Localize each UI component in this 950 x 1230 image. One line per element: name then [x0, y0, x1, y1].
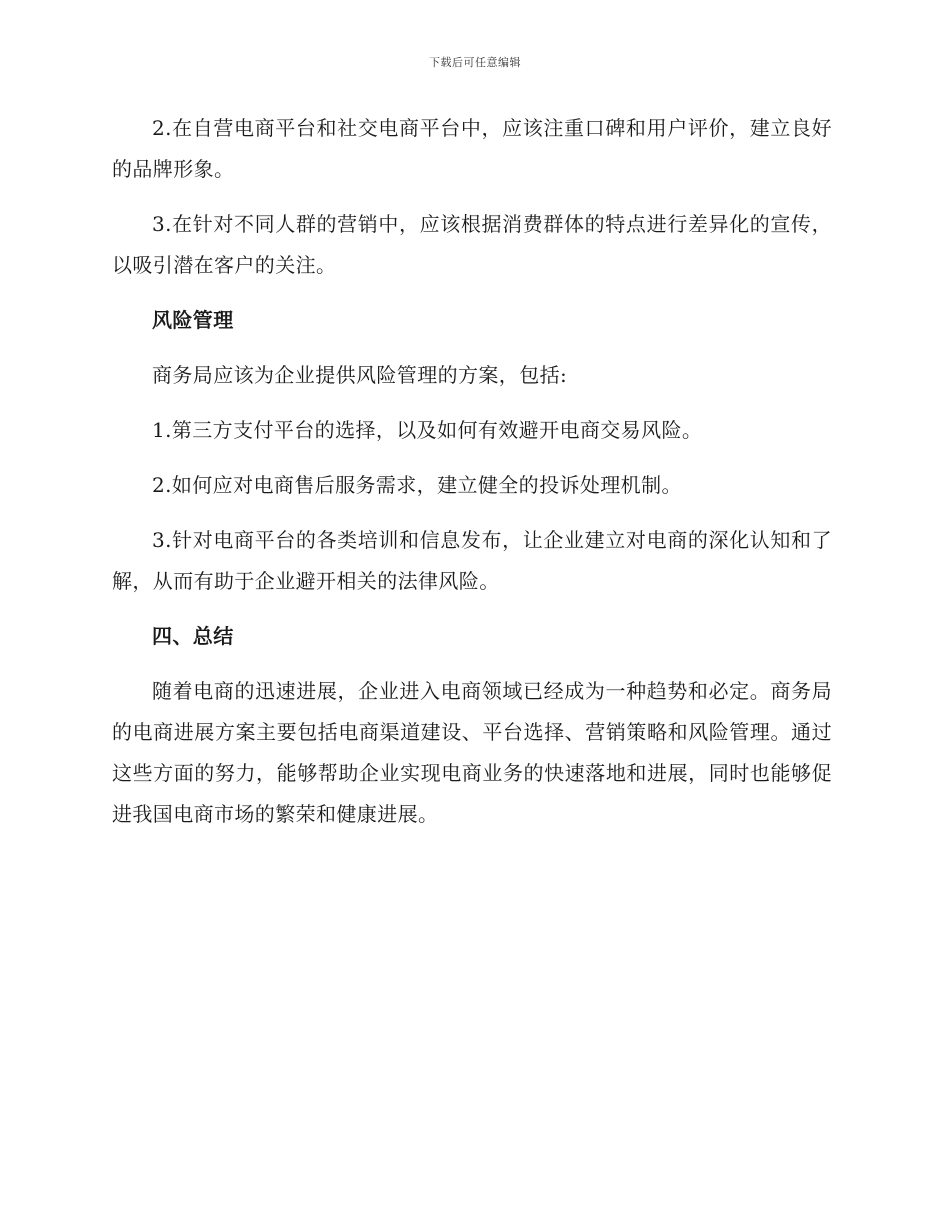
- paragraph-word-of-mouth: 2.在自营电商平台和社交电商平台中，应该注重口碑和用户评价，建立良好的品牌形象。: [112, 116, 832, 181]
- paragraph-risk-intro: 商务局应该为企业提供风险管理的方案，包括:: [152, 363, 568, 387]
- page-header: 下载后可任意编辑: [429, 56, 521, 69]
- paragraph-targeted-marketing: 3.在针对不同人群的营销中，应该根据消费群体的特点进行差异化的宣传，以吸引潜在客户的关注。: [112, 212, 832, 277]
- paragraph-summary: 随着电商的迅速进展，企业进入电商领域已经成为一种趋势和必定。商务局的电商进展方案主要包括电商渠道建设、平台选择、营销策略和风险管理。通过这些方面的努力，能够帮助企业实现电商业务的快速落地和进展，同时也能够促进我国电商市场的繁荣和健康进展。: [112, 679, 832, 826]
- paragraph-risk-item-2: 2.如何应对电商售后服务需求，建立健全的投诉处理机制。: [152, 473, 682, 497]
- paragraph-risk-item-3: 3.针对电商平台的各类培训和信息发布，让企业建立对电商的深化认知和了解，从而有助于企业避开相关的法律风险。: [112, 528, 832, 593]
- section-heading-risk-management: 风险管理: [152, 308, 234, 332]
- paragraph-risk-item-1: 1.第三方支付平台的选择，以及如何有效避开电商交易风险。: [152, 418, 703, 442]
- section-heading-summary: 四、总结: [152, 624, 234, 648]
- document-body: [112, 108, 832, 849]
